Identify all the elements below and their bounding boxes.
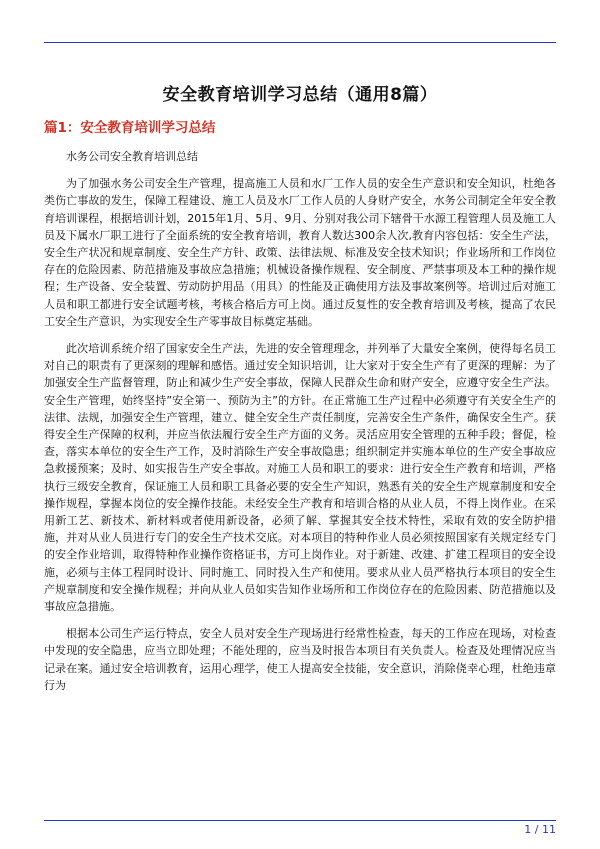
- document-body: [44, 148, 556, 704]
- page-number: 1 / 11: [524, 823, 556, 836]
- section-heading: 篇1：安全教育培训学习总结: [44, 120, 216, 136]
- paragraph-1: 为了加强水务公司安全生产管理，提高施工人员和水厂工作人员的安全生产意识和安全知识，杜绝各类伤亡事故的发生，保障工程建设、施工人员及水厂工作人员的人身财产安全，水务公司制定全年安全教育培训课程，根据培训计划，2015年1月、5月、9月、分别对我公司下辖骨干水源工程管理人员及施工人员及下属水厂职工进行了全面系统的安全教育培训，教育人数达300余人次,教育内容包括：安全生产法，安全生产状况和规章制度、安全生产方针、政策、法律法规、标准及安全技术知识；作业场所和工作岗位存在的危险因素、防范措施及事故应急措施；机械设备操作规程、安全制度、严禁事项及本工种的操作规程；生产设备、安全装置、劳动防护用品（用具）的性能及正确使用方法及事故案例等。培训过后对施工人员和职工都进行安全试题考核，考核合格后方可上岗。通过反复性的安全教育培训及考核，提高了农民工安全生产意识，为实现安全生产零事故目标奠定基础。: [44, 177, 556, 328]
- document-title: 安全教育培训学习总结（通用8篇）: [162, 85, 438, 105]
- article-subtitle: 水务公司安全教育培训总结: [66, 150, 198, 163]
- paragraph-3: 根据本公司生产运行特点，安全人员对安全生产现场进行经常性检查，每天的工作应在现场，对检查中发现的安全隐患，应当立即处理；不能处理的，应当及时报告本项目有关负责人。检查及处理情况应当记录在案。通过安全培训教育，运用心理学，使工人提高安全技能，安全意识，消除侥幸心理，杜绝违章行为: [44, 627, 556, 692]
- top-rule: [44, 42, 556, 43]
- paragraph-2: 此次培训系统介绍了国家安全生产法，先进的安全管理理念，并列举了大量安全案例，使得每名员工对自己的职责有了更深刻的理解和感悟。通过安全知识培训，让大家对于安全生产有了更深的理解：为了加强安全生产监督管理，防止和减少生产安全事故，保障人民群众生命和财产安全，应遵守安全生产法。安全生产管理，始终坚持”安全第一、预防为主”的方针。在正常施工生产过程中必须遵守有关安全生产的法律、法规，加强安全生产管理，建立、健全安全生产责任制度，完善安全生产条件，确保安全生产。获得安全生产保障的权利，并应当依法履行安全生产方面的义务。灵活应用安全管理的五种手段；督促，检查，落实本单位的安全生产工作，及时消除生产安全事故隐患；组织制定并实施本单位的生产安全事故应急救援预案；及时、如实报告生产安全事故。对施工人员和职工的要求：进行安全生产教育和培训，严格执行三级安全教育，保证施工人员和职工具备必要的安全生产知识，熟悉有关的安全生产规章制度和安全操作规程，掌握本岗位的安全操作技能。未经安全生产教育和培训合格的从业人员，不得上岗作业。在采用新工艺、新技术、新材料或者使用新设备，必须了解、掌握其安全技术特性，采取有效的安全防护措施，并对从业人员进行专门的安全生产技术交底。对本项目的特种作业人员必须按照国家有关规定经专门的安全作业培训，取得特种作业操作资格证书，方可上岗作业。对于新建、改建、扩建工程项目的安全设施，必须与主体工程同时设计、同时施工、同时投入生产和使用。要求从业人员严格执行本项目的安全生产规章制度和安全操作规程；并向从业人员如实告知作业场所和工作岗位存在的危险因素、防范措施以及事故应急措施。: [44, 342, 556, 614]
- bottom-rule: [44, 820, 556, 821]
